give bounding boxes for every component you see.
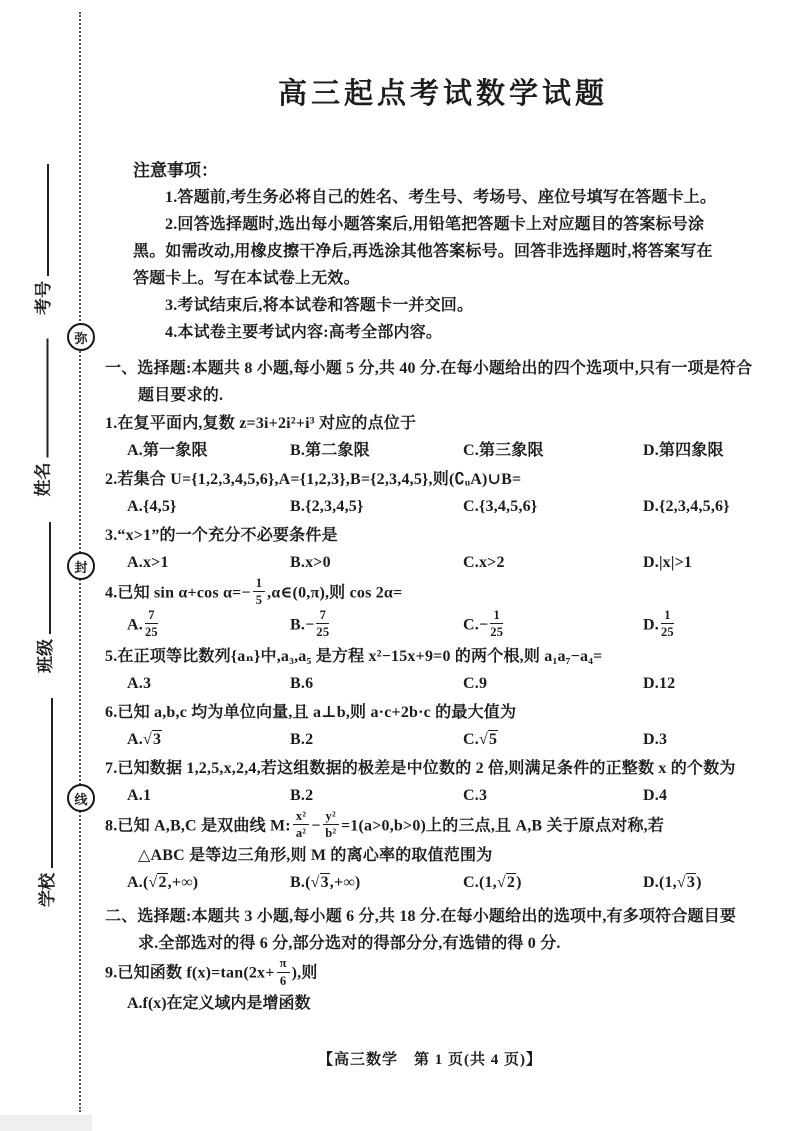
notice-line-3: 黑。如需改动,用橡皮擦干净后,再选涂其他答案标号。回答非选择题时,将答案写在 — [133, 243, 713, 260]
notice-line-6: 4.本试卷主要考试内容:高考全部内容。 — [165, 324, 443, 341]
question-3 — [105, 522, 781, 577]
question-7-options — [105, 782, 781, 810]
question-2 — [105, 466, 781, 521]
question-1-option-B: B.第二象限 — [290, 442, 370, 459]
question-7-option-B: B.2 — [290, 786, 314, 804]
margin-field-school — [35, 687, 61, 907]
question-8-option-B: B.(√3,+∞) — [290, 874, 361, 892]
question-6 — [105, 699, 781, 754]
seal-char-xian-text: 线 — [74, 791, 88, 807]
notice-line-4: 答题卡上。写在本试卷上无效。 — [133, 270, 360, 287]
question-8 — [105, 808, 781, 898]
question-5-option-B: B.6 — [290, 674, 314, 692]
question-8-option-A: A.(√2,+∞) — [127, 874, 199, 892]
blank-line — [34, 339, 49, 458]
question-1 — [105, 410, 781, 465]
question-1-option-D: D.第四象限 — [643, 442, 724, 459]
margin-field-class — [33, 513, 59, 673]
question-4-option-C: C.− $\frac{1}{25}$ — [463, 607, 504, 640]
notice-line-2: 2.回答选择题时,选出每小题答案后,用铅笔把答题卡上对应题目的答案标号涂 — [165, 216, 705, 233]
question-9 — [105, 958, 781, 1017]
question-2-options — [105, 493, 781, 521]
seal-char-feng — [67, 552, 95, 580]
notice-lines — [133, 184, 781, 346]
seal-char-feng-text: 封 — [74, 559, 88, 575]
question-4-option-B: B.− $\frac{7}{25}$ — [290, 607, 330, 640]
section-multi-choice-header-line: 二、选择题:本题共 3 小题,每小题 6 分,共 18 分.在每小题给出的选项中,有多项符合题目要 — [105, 908, 737, 926]
question-6-option-B: B.2 — [290, 730, 314, 748]
page-title: 高三起点考试数学试题 — [277, 78, 608, 110]
notice-title: 注意事项： — [133, 161, 218, 180]
question-8-option-C: C.(1,√2) — [463, 874, 522, 892]
question-7-stem: 7.已知数据 1,2,5,x,2,4,若这组数据的极差是中位数的 2 倍,则满足条件的正整数 x 的个数为 — [105, 759, 736, 777]
section-multi-choice-header-line: 求.全部选对的得 6 分,部分选对的得部分分,有选错的得 0 分. — [138, 935, 561, 953]
margin-label-exam-number: 考号 — [34, 281, 53, 315]
question-1-stem: 1.在复平面内,复数 z=3i+2i²+i³ 对应的点位于 — [105, 415, 417, 432]
exam-content — [105, 75, 781, 1017]
margin-label-school: 学校 — [38, 873, 57, 907]
margin-label-class: 班级 — [36, 639, 55, 673]
question-6-option-A: A.√3 — [127, 730, 162, 748]
section-single-choice-header-line: 一、选择题:本题共 8 小题,每小题 5 分,共 40 分.在每小题给出的四个选项中,只有一项是符合 — [105, 360, 753, 377]
seal-char-xian — [67, 784, 95, 812]
question-9-option-A: A.f(x)在定义域内是增函数 — [127, 995, 311, 1012]
margin-field-exam-number — [31, 155, 57, 315]
margin-label-name: 姓名 — [33, 462, 53, 497]
question-sections — [105, 355, 781, 1017]
question-9-options — [105, 990, 781, 1017]
question-3-option-D: D.|x|>1 — [643, 554, 693, 571]
page-footer: 【高三数学 第 1 页(共 4 页)】 — [318, 1052, 542, 1068]
question-8-stem: 8.已知 A,B,C 是双曲线 M: $\frac{\text{x²}}{\text{a²}}$ − $\frac{\text{y²}}{\text{b²}}$ =1(a>0,b>0)上的三点,且 A,B 关于原点对称,若 — [105, 808, 665, 840]
question-3-stem: 3.“x>1”的一个充分不必要条件是 — [105, 527, 338, 544]
question-5-option-D: D.12 — [643, 674, 676, 692]
question-2-option-D: D.{2,3,4,5,6} — [643, 498, 730, 515]
notice-line-5: 3.考试结束后,将本试卷和答题卡一并交回。 — [165, 297, 474, 314]
blank-line — [36, 522, 51, 634]
question-4 — [105, 578, 781, 642]
question-5 — [105, 643, 781, 698]
section-multi-choice — [105, 903, 781, 1017]
question-3-option-B: B.x>0 — [290, 554, 331, 571]
question-6-stem: 6.已知 a,b,c 均为单位向量,且 a⊥b,则 a·c+2b·c 的最大值为 — [105, 703, 517, 721]
question-8-stem: △ABC 是等边三角形,则 M 的离心率的取值范围为 — [138, 847, 493, 865]
section-single-choice — [105, 355, 781, 897]
question-5-options — [105, 670, 781, 698]
question-3-option-A: A.x>1 — [127, 554, 169, 571]
section-single-choice-header-line: 题目要求的. — [138, 387, 224, 404]
question-1-option-A: A.第一象限 — [127, 442, 208, 459]
question-8-options — [105, 869, 781, 897]
seal-char-mi-text: 弥 — [74, 330, 88, 346]
question-7-option-C: C.3 — [463, 786, 488, 804]
question-1-options — [105, 437, 781, 465]
question-1-option-C: C.第三象限 — [463, 442, 544, 459]
question-4-option-A: A. $\frac{7}{25}$ — [127, 607, 158, 640]
scan-edge-artifact — [0, 1115, 92, 1131]
question-7 — [105, 755, 781, 810]
seal-char-mi — [67, 323, 95, 351]
blank-line — [38, 698, 53, 868]
question-5-option-C: C.9 — [463, 674, 488, 692]
notice-line-1: 1.答题前,考生务必将自己的姓名、考生号、考场号、座位号填写在答题卡上。 — [165, 189, 717, 206]
question-9-stem: 9.已知函数 f(x)=tan(2x+ $\frac{\pi}{6}$ ),则 — [105, 956, 318, 988]
question-2-option-B: B.{2,3,4,5} — [290, 498, 364, 515]
question-2-option-A: A.{4,5} — [127, 498, 177, 515]
margin-field-name — [31, 330, 57, 497]
question-5-option-A: A.3 — [127, 674, 152, 692]
question-7-option-D: D.4 — [643, 786, 668, 804]
question-8-option-D: D.(1,√3) — [643, 874, 702, 892]
question-4-stem: 4.已知 sin α+cos α=− $\frac{1}{5}$ ,α∈(0,π),则 cos 2α= — [105, 576, 403, 608]
question-7-option-A: A.1 — [127, 786, 152, 804]
question-4-option-D: D. $\frac{1}{25}$ — [643, 607, 674, 640]
question-3-options — [105, 549, 781, 577]
question-6-options — [105, 726, 781, 754]
question-6-option-C: C.√5 — [463, 730, 498, 748]
question-4-options — [105, 607, 781, 642]
notice-block — [105, 157, 781, 346]
blank-line — [34, 164, 49, 276]
question-6-option-D: D.3 — [643, 730, 668, 748]
question-3-option-C: C.x>2 — [463, 554, 505, 571]
question-5-stem: 5.在正项等比数列{aₙ}中,a₃,a₅ 是方程 x²−15x+9=0 的两个根,则 a₁a₇−a₄= — [105, 647, 603, 665]
question-2-option-C: C.{3,4,5,6} — [463, 498, 538, 515]
question-2-stem: 2.若集合 U={1,2,3,4,5,6},A={1,2,3},B={2,3,4,5},则(∁ᵤA)∪B= — [105, 471, 522, 488]
